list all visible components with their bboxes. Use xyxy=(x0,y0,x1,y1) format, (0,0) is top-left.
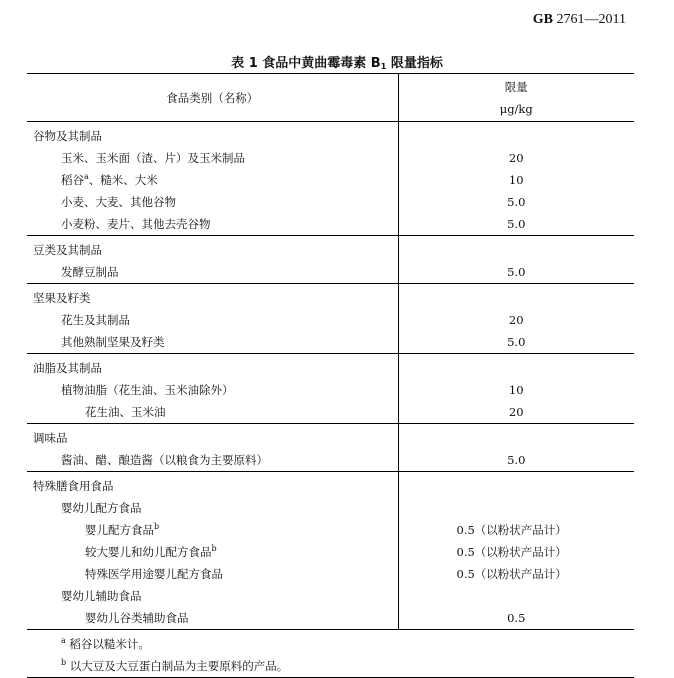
category-group xyxy=(27,354,634,424)
caption-suffix: 限量指标 xyxy=(386,56,443,71)
group-heading xyxy=(27,354,398,379)
food-name-rest: 、糙米、大米 xyxy=(88,173,158,187)
food-name: 其他熟制坚果及籽类 xyxy=(61,335,165,349)
limit-value: 5.0 xyxy=(507,265,526,279)
limit-header-unit: μg/kg xyxy=(499,101,533,116)
food-name: 坚果及籽类 xyxy=(33,291,91,305)
group-limits xyxy=(398,122,634,236)
category-header: 食品类别（名称） xyxy=(27,74,398,122)
limit-value xyxy=(399,122,635,147)
food-item xyxy=(27,401,398,423)
group-heading xyxy=(27,472,398,497)
limit-value xyxy=(399,354,635,379)
limits-table xyxy=(27,73,634,678)
food-name: 油脂及其制品 xyxy=(33,361,102,375)
limit-value xyxy=(399,497,635,519)
limit-value: 20 xyxy=(508,151,524,165)
food-item xyxy=(27,541,398,563)
group-categories xyxy=(27,472,398,630)
limit-value: 0.5（以粉状产品计） xyxy=(456,567,567,581)
food-name: 婴幼儿谷类辅助食品 xyxy=(85,611,189,625)
table-caption xyxy=(0,52,674,71)
food-name: 豆类及其制品 xyxy=(33,243,102,257)
group-heading xyxy=(27,284,398,309)
footnote-marker: b xyxy=(154,522,160,532)
food-name: 小麦、大麦、其他谷物 xyxy=(61,195,176,209)
footnote-marker: a xyxy=(84,172,89,182)
limit-value: 10 xyxy=(508,173,524,187)
food-name: 花生油、玉米油 xyxy=(85,405,166,419)
group-heading xyxy=(27,122,398,147)
group-categories xyxy=(27,284,398,354)
food-name: 调味品 xyxy=(33,431,68,445)
food-name: 植物油脂（花生油、玉米油除外） xyxy=(61,383,234,397)
limit-value: 5.0 xyxy=(507,335,526,349)
food-item xyxy=(27,497,398,519)
food-name: 稻谷 xyxy=(61,173,84,187)
limit-value xyxy=(399,472,635,497)
food-name: 发酵豆制品 xyxy=(61,265,119,279)
food-name: 谷物及其制品 xyxy=(33,129,102,143)
limit-header-title: 限量 xyxy=(504,79,528,94)
group-limits xyxy=(398,284,634,354)
limit-value: 0.5（以粉状产品计） xyxy=(456,545,567,559)
footnote-text: 稻谷以糙米计。 xyxy=(65,637,150,651)
limit-value: 5.0 xyxy=(507,453,526,467)
group-limits xyxy=(398,424,634,472)
footnote xyxy=(27,630,634,655)
limit-value xyxy=(399,585,635,607)
food-name: 花生及其制品 xyxy=(61,313,130,327)
food-name: 婴幼儿辅助食品 xyxy=(61,589,142,603)
category-group xyxy=(27,472,634,630)
food-item xyxy=(27,309,398,331)
footnote-text: 以大豆及大豆蛋白制品为主要原料的产品。 xyxy=(66,659,289,673)
table-header-row xyxy=(27,74,634,122)
category-group xyxy=(27,122,634,236)
food-item xyxy=(27,169,398,191)
table-notes xyxy=(27,630,634,678)
group-limits xyxy=(398,472,634,630)
limit-value: 10 xyxy=(508,383,524,397)
limit-value: 20 xyxy=(508,405,524,419)
food-name: 玉米、玉米面（渣、片）及玉米制品 xyxy=(61,151,245,165)
food-item xyxy=(27,449,398,471)
limit-value: 5.0 xyxy=(507,217,526,231)
food-item xyxy=(27,261,398,283)
caption-subscript: 1 xyxy=(380,62,387,71)
standard-code xyxy=(533,12,626,28)
limit-value: 0.5 xyxy=(507,611,526,625)
table-body xyxy=(27,122,634,630)
food-item xyxy=(27,213,398,235)
limit-header xyxy=(398,74,634,122)
limit-value xyxy=(399,284,635,309)
group-categories xyxy=(27,354,398,424)
food-name: 婴幼儿配方食品 xyxy=(61,501,142,515)
standard-number: 2761—2011 xyxy=(556,12,626,27)
limit-value: 0.5（以粉状产品计） xyxy=(456,523,567,537)
standard-prefix: GB xyxy=(532,12,554,27)
limit-value: 5.0 xyxy=(507,195,526,209)
limit-value: 20 xyxy=(508,313,524,327)
footnote xyxy=(27,655,634,677)
food-name: 较大婴儿和幼儿配方食品 xyxy=(85,545,212,559)
limit-value xyxy=(399,236,635,261)
food-item xyxy=(27,607,398,629)
food-name: 酱油、醋、酿造酱（以粮食为主要原料） xyxy=(61,453,268,467)
food-item xyxy=(27,519,398,541)
group-categories xyxy=(27,424,398,472)
food-item xyxy=(27,563,398,585)
food-name: 特殊膳食用食品 xyxy=(33,479,114,493)
food-item xyxy=(27,147,398,169)
group-categories xyxy=(27,122,398,236)
footnote-marker: b xyxy=(211,544,217,554)
food-name: 特殊医学用途婴儿配方食品 xyxy=(85,567,223,581)
group-limits xyxy=(398,354,634,424)
category-group xyxy=(27,424,634,472)
group-limits xyxy=(398,236,634,284)
footnote-mark: b xyxy=(61,658,67,668)
category-group xyxy=(27,284,634,354)
food-item xyxy=(27,379,398,401)
caption-text: 表 1 食品中黄曲霉毒素 B xyxy=(231,56,381,71)
notes-row xyxy=(27,630,634,678)
footnote-mark: a xyxy=(61,636,66,646)
category-group xyxy=(27,236,634,284)
food-name: 小麦粉、麦片、其他去壳谷物 xyxy=(61,217,211,231)
limit-value xyxy=(399,424,635,449)
food-item xyxy=(27,585,398,607)
food-item xyxy=(27,191,398,213)
food-name: 婴儿配方食品 xyxy=(85,523,154,537)
group-heading xyxy=(27,424,398,449)
group-heading xyxy=(27,236,398,261)
group-categories xyxy=(27,236,398,284)
food-item xyxy=(27,331,398,353)
